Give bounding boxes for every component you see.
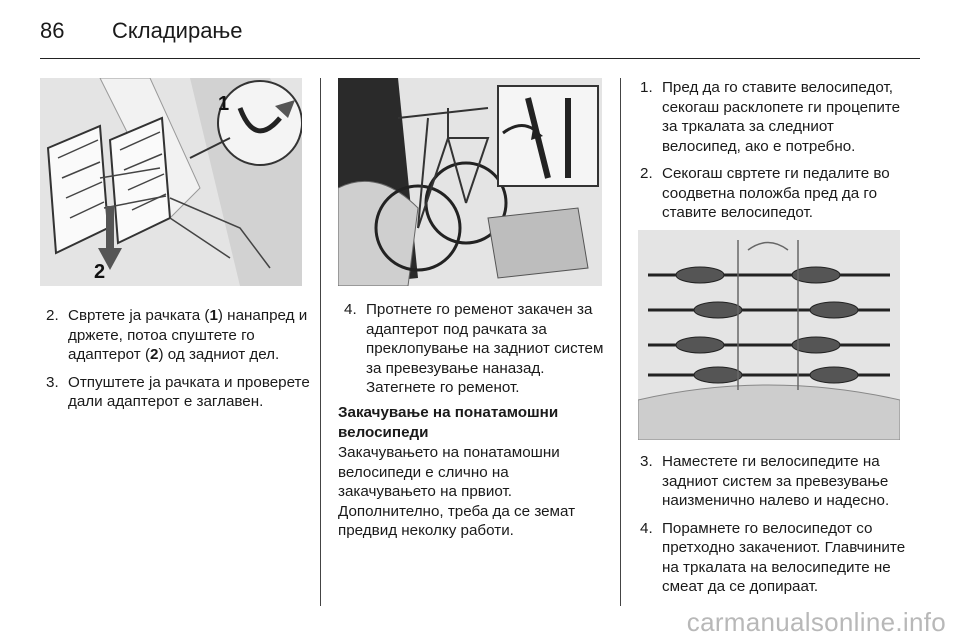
step-text: Наместете ги велосипедите на задниот систем за превезување наизменично налево и надесно. [662,453,890,509]
step-item [640,452,912,511]
step-number: 4. [640,519,653,537]
section-paragraph: Закачувањето на понатамошни велосипеди е слично на закачувањето на првиот. Дополнително, треба да се земат предвид неколку работи. [338,444,576,539]
step-text: Протнете го ременот закачен за адаптерот под рачката за преклопување на задниот систем за превезување наназад. Затегнете го ременот. [366,301,604,396]
page-title: Складирање [112,18,243,43]
step-number: 2. [46,307,59,324]
col3-steps-bottom [640,452,912,605]
figure-bike-carrier [338,78,602,286]
bike-carrier-illustration [338,78,602,286]
step-item [46,373,318,412]
callout-ref: 2 [150,346,159,363]
col2-steps [344,300,606,406]
step-text: Порамнете го велосипедот со претходно закачениот. Главчините на тркалата на велосипедите не смеат да се допираат. [662,519,906,595]
col3-steps-top [640,78,912,231]
step-text-part: Свртете ја рачката ( [68,307,210,324]
watermark: carmanualsonline.info [686,607,946,637]
step-text-part: ) нанапред и држете, потоа спуштете го адаптерот ( [68,307,308,363]
column-divider-right [620,78,621,606]
callout-1: 1 [218,93,230,115]
step-number: 2. [640,165,653,182]
step-text-part: ) од задниот дел. [158,346,280,363]
page-header [40,14,920,54]
figure-bikes-top-view [638,230,900,440]
bikes-top-view-illustration [638,230,900,440]
callout-2: 2 [94,261,106,283]
adapter-illustration [40,78,302,286]
step-item [46,306,318,365]
step-number: 3. [640,453,653,470]
step-item [640,519,912,597]
step-text: Отпуштете ја рачката и проверете дали адаптерот е заглавен. [68,373,310,410]
step-item [640,78,912,156]
page-number: 86 [40,18,65,43]
callout-ref: 1 [209,307,218,324]
header-rule [40,58,920,59]
step-number: 3. [46,373,59,391]
step-text: Пред да го ставите велосипедот, секогаш расклопете ги процепите за тркалата за следниот велосипед, ако е потребно. [662,79,901,155]
step-item [344,300,606,398]
section-heading: Закачување на понатамошни велосипеди [338,404,559,441]
step-number: 4. [344,301,357,318]
step-number: 1. [640,79,653,96]
col1-steps [46,306,318,420]
step-text: Секогаш свртете ги педалите во соодветна положба пред да го ставите велосипедот. [662,165,890,221]
figure-adapter [40,78,302,286]
step-item [640,164,912,223]
column-divider-left [320,78,321,606]
